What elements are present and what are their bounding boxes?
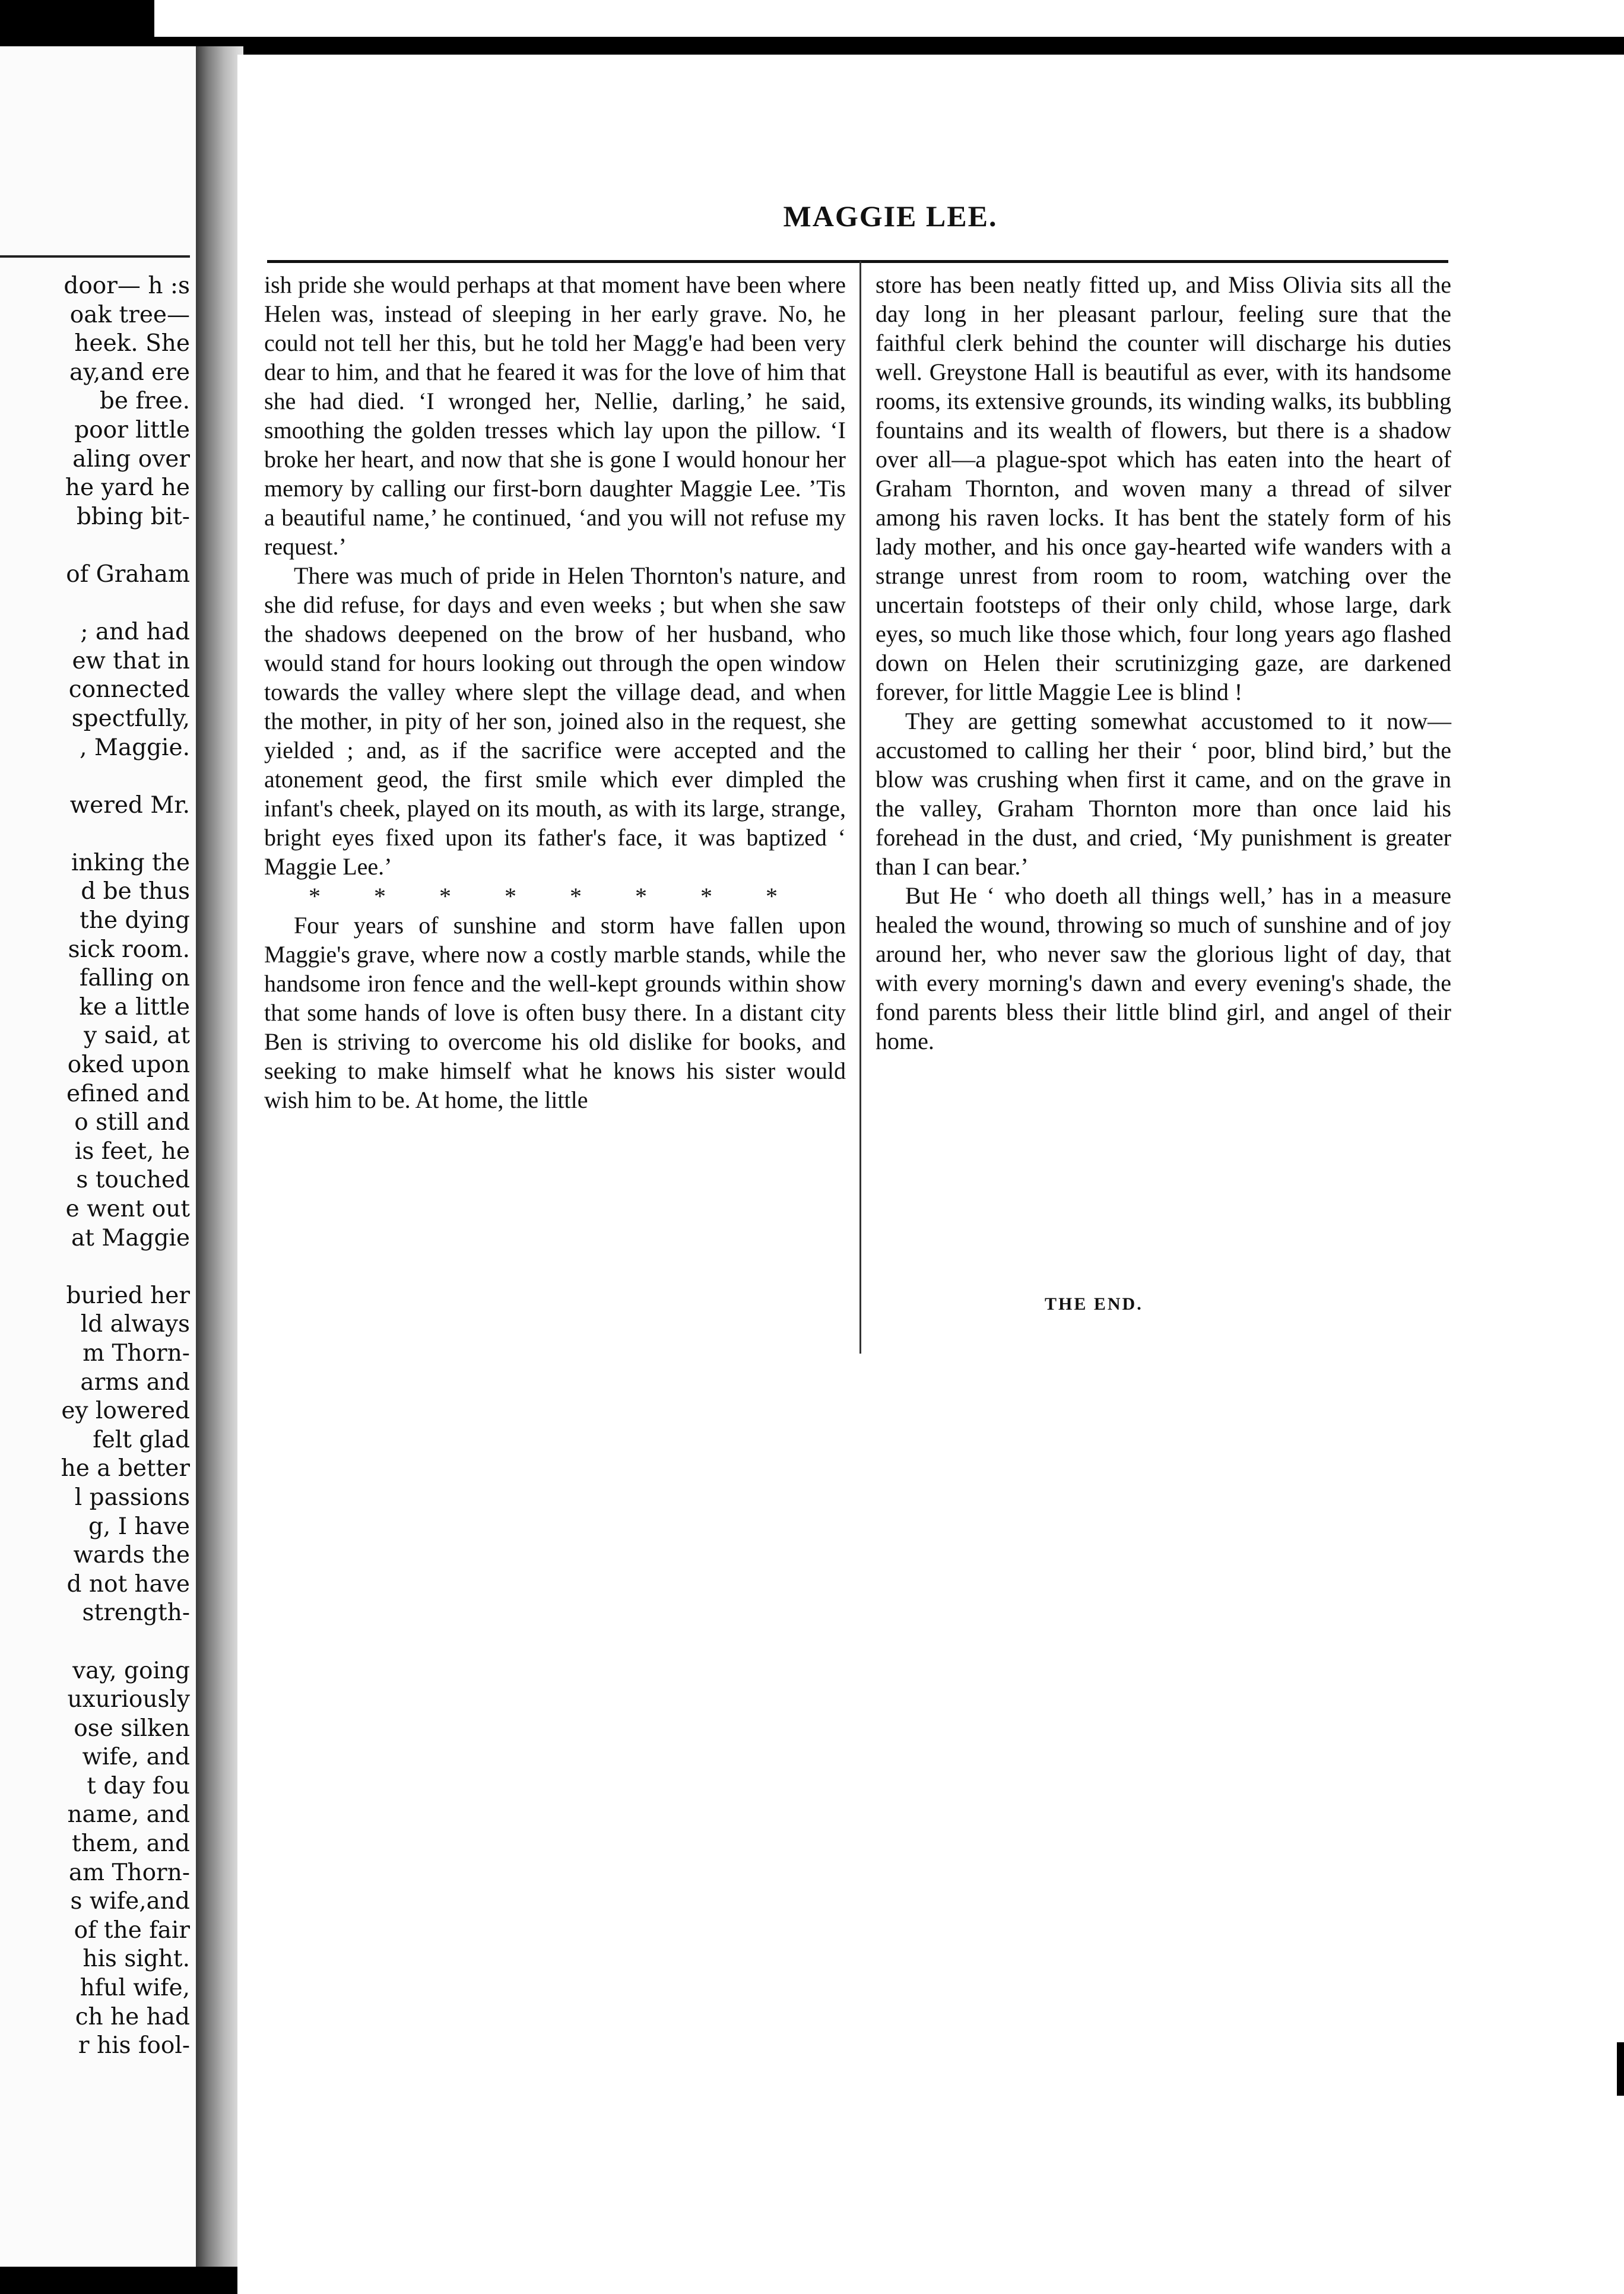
left-page-line: the dying	[80, 907, 190, 934]
left-page-line: sick room.	[68, 936, 190, 963]
left-page-line: of Graham	[66, 560, 190, 588]
left-page-line: ose silken	[74, 1715, 190, 1742]
paragraph: They are getting somewhat accustomed to it now—accustomed to calling her their ‘ poor, blind bird,’ but the blow was crushing when first it came, and on the grave in the valley, Graham Thornton more than once laid his forehead in the dust, and cried, ‘My punishment is greater than I can bear.’	[876, 708, 1451, 880]
left-page-line	[0, 762, 190, 791]
top-paper-strip	[154, 0, 1624, 37]
left-page-line: wards the	[73, 1542, 190, 1569]
left-page-line: vay, going	[72, 1657, 190, 1684]
left-page-line: wife, and	[82, 1744, 190, 1771]
paragraph: There was much of pride in Helen Thornton's nature, and she did refuse, for days and even weeks ; but when she saw the shadows deepened on the brow of her husband, who would stand for hours looking out through the open window towards the valley where slept the village dead, and when the mother, in pity of her son, joined also in the request, she yielded ; and, as if the sacrifice were accepted and the atonement geod, the first smile which ever dimpled the infant's cheek, played on its mouth, as with its large, strange, bright eyes fixed upon its father's face, it was baptized ‘ Maggie Lee.’	[264, 562, 846, 880]
left-page-line: oak tree—	[69, 301, 190, 328]
left-page-line: ld always	[80, 1311, 190, 1338]
left-page-line: d not have	[66, 1570, 190, 1598]
left-page	[0, 46, 202, 2267]
left-page-line: uxuriously	[67, 1686, 190, 1713]
scan-edge-mark	[1617, 2042, 1624, 2096]
left-page-line	[0, 1628, 190, 1657]
left-page-line: buried her	[66, 1282, 190, 1309]
the-end-mark: THE END.	[1045, 1294, 1143, 1314]
left-page-line: ke a little	[79, 993, 190, 1021]
left-page-line: ; and had	[80, 619, 190, 646]
column-1	[264, 270, 846, 1114]
left-page-line: t day fou	[87, 1772, 190, 1799]
left-page-line	[0, 820, 190, 849]
left-page-line: oked upon	[67, 1051, 190, 1079]
left-page-line: , Maggie.	[80, 734, 190, 761]
left-page-line: spectfully,	[71, 705, 190, 732]
left-page-line: m Thorn-	[83, 1339, 190, 1367]
left-page-line: he a better	[61, 1455, 190, 1482]
column-2	[876, 270, 1451, 1056]
left-page-line: at Maggie	[71, 1224, 190, 1251]
left-page-line: d be thus	[81, 878, 190, 905]
left-page-line: l passions	[74, 1484, 190, 1511]
left-page-line: s touched	[76, 1167, 190, 1194]
left-page-line: is feet, he	[74, 1138, 190, 1165]
left-page-line: of the fair	[74, 1916, 190, 1944]
left-page-line: wered Mr.	[69, 791, 190, 819]
left-page-line: ew that in	[72, 647, 190, 674]
left-page-line: ch he had	[75, 2003, 190, 2030]
left-page-line: o still and	[74, 1109, 190, 1136]
left-page-line: r his fool-	[78, 2032, 190, 2059]
left-page-line: bbing bit-	[76, 503, 190, 530]
left-page-line: efined and	[66, 1080, 190, 1107]
left-page-line: them, and	[72, 1830, 190, 1858]
left-page-line: inking the	[71, 849, 190, 876]
paragraph: ish pride she would perhaps at that moment have been where Helen was, instead of sleeping in her early grave. No, he could not tell her this, but he told her Magg'e had been very dear to him, and that he feared it was for the love of him that she had died. ‘I wronged her, Nellie, darling,’ he said, smoothing the golden tresses which lay upon the pillow. ‘I broke her heart, and now that she is gone I would honour her memory by calling our first-born daughter Maggie Lee. ’Tis a beautiful name,’ he continued, ‘and you will not refuse my request.’	[264, 271, 846, 560]
running-head: MAGGIE LEE.	[783, 199, 998, 233]
left-page-line: e went out	[65, 1196, 190, 1222]
left-page-line: door— h :s	[64, 273, 190, 299]
left-page-line: connected	[68, 676, 190, 704]
left-page-line	[0, 1253, 190, 1282]
scan-shadow	[153, 37, 1624, 55]
left-page-rule	[0, 255, 190, 258]
left-page-line: falling on	[79, 965, 190, 992]
left-page-line: aling over	[72, 445, 190, 473]
paragraph: Four years of sunshine and storm have fallen upon Maggie's grave, where now a costly marble stands, while the handsome iron fence and the well-kept grounds within show that some hands of love is often busy there. In a distant city Ben is striving to overcome his old dislike for books, and seeking to make himself what he knows his sister would wish him to be. At home, the little	[264, 912, 846, 1113]
left-page-line: poor little	[74, 416, 190, 443]
header-rule	[267, 260, 1448, 263]
left-page-text	[0, 272, 190, 2061]
left-page-line	[0, 590, 190, 619]
page-gutter-fold	[196, 46, 243, 2267]
left-page-line	[0, 531, 190, 560]
left-page-line: felt glad	[93, 1426, 190, 1453]
left-page-line: strength-	[82, 1599, 190, 1627]
left-page-line: he yard he	[65, 474, 190, 502]
left-page-line: am Thorn-	[68, 1859, 190, 1886]
column-divider	[859, 261, 861, 1354]
left-page-line: his sight.	[83, 1946, 190, 1973]
left-page-line: s wife,and	[70, 1888, 190, 1915]
left-page-line: hful wife,	[80, 1975, 190, 2002]
paragraph: But He ‘ who doeth all things well,’ has in a measure healed the wound, throwing so much of sunshine and of joy around her, who never saw the glorious light of day, that with every morning's dawn and every evening's shade, the fond parents bless their little blind girl, and angel of their home.	[876, 882, 1451, 1054]
left-page-line: arms and	[80, 1368, 190, 1396]
section-break-stars: * * * * * * * *	[309, 883, 801, 910]
left-page-line: g, I have	[88, 1513, 190, 1540]
paragraph: store has been neatly fitted up, and Miss Olivia sits all the day long in her pleasant parlour, feeling sure that the faithful clerk behind the counter will discharge his duties well. Greystone Hall is beautiful as ever, with its handsome rooms, its extensive grounds, its winding walks, its bubbling fountains and its wealth of flowers, but there is a shadow over all—a plague-spot which has eaten into the heart of Graham Thornton, and woven many a thread of silver among his raven locks. It has bent the stately form of his lady mother, and his once gay-hearted wife wanders with a strange unrest from room to room, watching over the uncertain footsteps of their only child, whose large, dark eyes, so much like those which, four long years ago flashed down on Helen their scrutinizging gaze, are darkened forever, for little Maggie Lee is blind !	[876, 271, 1451, 705]
left-page-line: ey lowered	[61, 1398, 190, 1425]
left-page-line: name, and	[67, 1801, 190, 1829]
left-page-line: heek. She	[74, 330, 190, 357]
left-page-line: be free.	[99, 388, 190, 415]
left-page-line: ay,and ere	[69, 359, 190, 386]
left-page-line: y said, at	[84, 1022, 190, 1050]
